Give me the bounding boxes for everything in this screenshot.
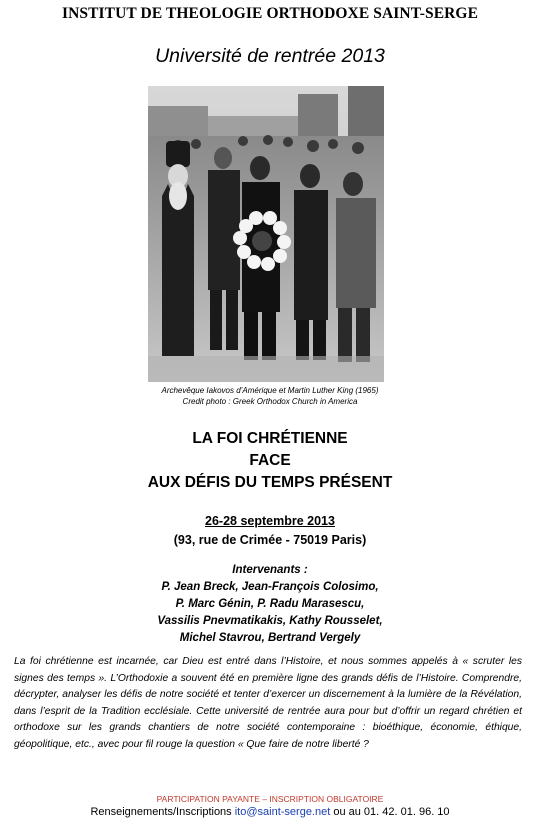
- contact-line: [0, 806, 540, 818]
- speakers-heading: Intervenants :: [232, 564, 308, 576]
- contact-phone: ou au 01. 42. 01. 96. 10: [330, 806, 450, 818]
- speakers-list: [0, 562, 540, 647]
- speakers-line: Vassilis Pnevmatikakis, Kathy Rousselet,: [157, 615, 383, 627]
- email-link[interactable]: ito@saint-serge.net: [234, 806, 331, 818]
- event-subtitle: Université de rentrée 2013: [155, 45, 385, 67]
- institute-title: INSTITUT DE THEOLOGIE ORTHODOXE SAINT-SERGE: [61, 5, 479, 22]
- headline-line: LA FOI CHRÉTIENNE: [192, 430, 348, 447]
- headline-line: AUX DÉFIS DU TEMPS PRÉSENT: [147, 474, 393, 491]
- event-description: La foi chrétienne est incarnée, car Dieu est entré dans l’Histoire, et nous sommes appelés à « scruter les signes des temps ». L’Orthodoxie a souvent été en première ligne des grands défis de l’Histoire. Comprendre, décrypter, analyser les défis de notre société et tenter d’exercer un discernement à la lumière de la Révélation, dans l’esprit de la Tradition ecclésiale. Cette université de rentrée aura pour but d’offrir un regard chrétien et orthodoxe sur les grands chantiers de notre société contemporaine : bioéthique, économie, éthique, géopolitique, etc., avec pour fil rouge la question « Que faire de notre liberté ?: [14, 656, 522, 750]
- caption-line: Archevêque Iakovos d’Amérique et Martin Luther King (1965): [161, 386, 379, 395]
- event-details: [0, 512, 540, 550]
- historical-march-photo: [148, 86, 384, 382]
- speakers-line: P. Jean Breck, Jean-François Colosimo,: [161, 581, 379, 593]
- event-headline: [0, 428, 540, 494]
- participation-notice: PARTICIPATION PAYANTE – INSCRIPTION OBLIGATOIRE: [156, 794, 384, 804]
- event-address: (93, rue de Crimée - 75019 Paris): [173, 533, 367, 547]
- event-dates: 26-28 septembre 2013: [205, 514, 335, 528]
- speakers-line: P. Marc Génin, P. Radu Marasescu,: [175, 598, 365, 610]
- contact-prefix: Renseignements/Inscriptions: [90, 806, 235, 818]
- speakers-line: Michel Stavrou, Bertrand Vergely: [179, 632, 361, 644]
- headline-line: FACE: [249, 452, 291, 469]
- photo-credit: Credit photo : Greek Orthodox Church in America: [182, 397, 358, 406]
- photo-caption: [0, 385, 540, 407]
